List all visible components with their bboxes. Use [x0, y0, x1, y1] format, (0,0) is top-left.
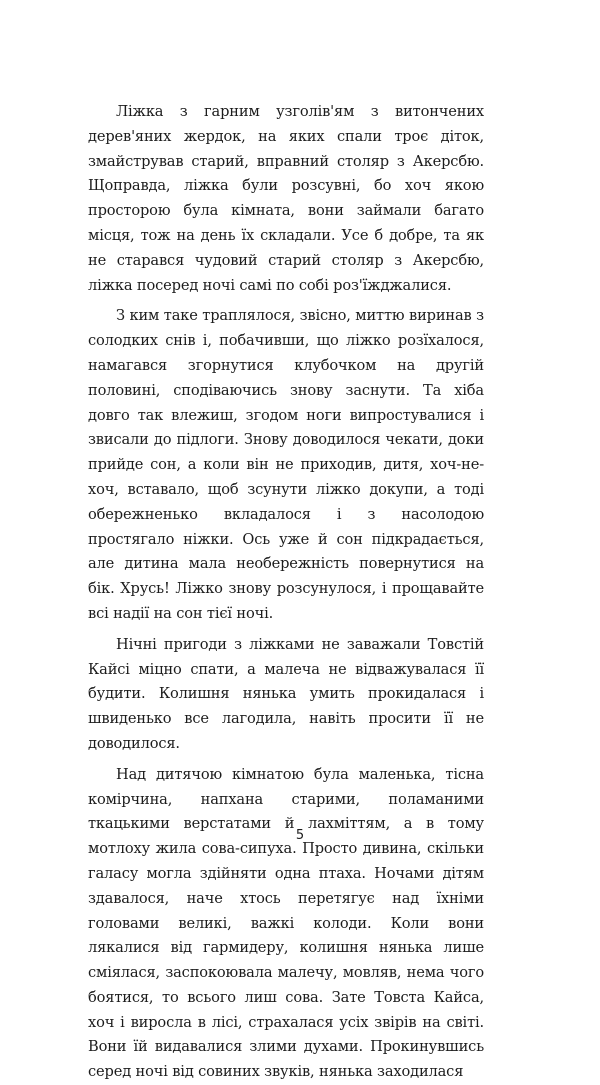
body-text — [88, 100, 484, 1085]
page-number: 5 — [295, 828, 305, 843]
paragraph: З ким таке траплялося, звісно, миттю виринав з солодких снів і, побачивши, що ліжко розїхалося, намагався згорнутися клубочком на другій половині, сподіваючись знову заснути. Та хіба довго так влежиш, згодом ноги випростувалися і звисали до підлоги. Знову доводилося чекати, доки прийде сон, а коли він не приходив, дитя, хоч-не-хоч, вставало, щоб зсунути ліжко докупи, а тоді обережненько вкладалося і з насолодою простягало ніжки. Ось уже й сон підкрадається, але дитина мала необережність повернутися на бік. Хрусь! Ліжко знову розсунулося, і прощавайте всі надії на сон тієї ночі. — [88, 307, 484, 622]
paragraph: Нічні пригоди з ліжками не заважали Товстій Кайсі міцно спати, а малеча не відважувалася її будити. Колишня нянька умить прокидалася і швиденько все лагодила, навіть просити її не доводилося. — [88, 635, 484, 752]
paragraph: Над дитячою кімнатою була маленька, тісна комірчина, напхана старими, поламаними ткацькими верстатами й лахміттям, а в тому мотлоху жила сова-сипуха. Просто дивина, скільки галасу могла здійняти одна птаха. Ночами дітям здавалося, наче хтось перетягує над їхніми головами великі, важкі колоди. Коли вони лякалися від гармидеру, колишня нянька лише сміялася, заспокоювала малечу, мовляв, нема чого боятися, то всього лиш сова. Зате Товста Кайса, хоч і виросла в лісі, страхалася усіх звірів на світі. Вони їй видавалися злими духами. Прокинувшись серед ночі від совиних звуків, нянька заходилася — [88, 765, 484, 1081]
paragraph: Ліжка з гарним узголів'ям з витончених дерев'яних жердок, на яких спали троє діток, змайстрував старий, вправний столяр з Акерсбю. Щоправда, ліжка були розсувні, бо хоч якою просторою була кімната, вони займали багато місця, тож на день їх складали. Усе б добре, та як не старався чудовий старий столяр з Акерсбю, ліжка посеред ночі самі по собі роз'їжджалися. — [88, 103, 484, 294]
